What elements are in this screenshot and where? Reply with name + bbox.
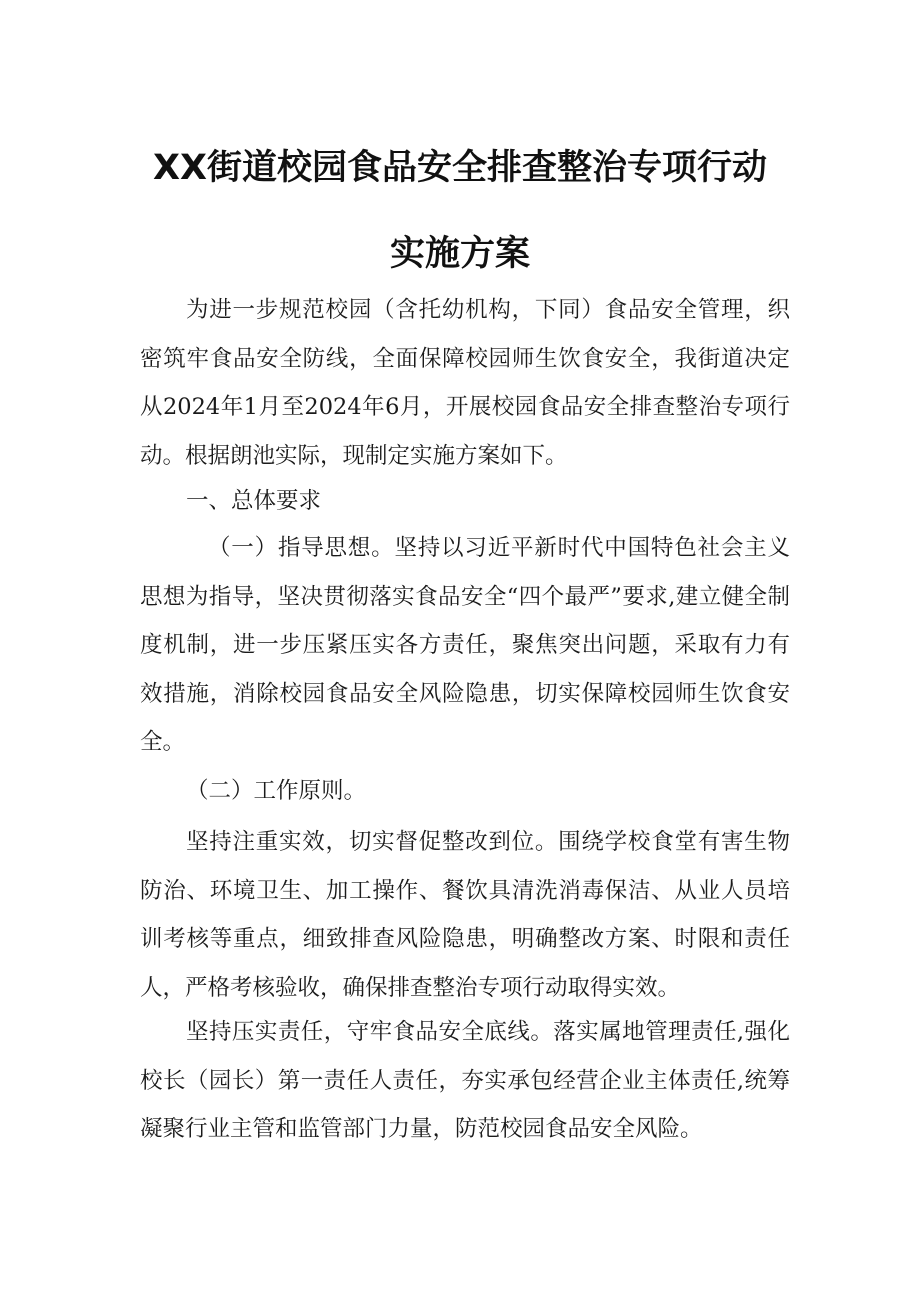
subsection-heading-work-principles: （二）工作原则。 (186, 778, 367, 804)
principle-paragraph-1: 坚持注重实效，切实督促整改到位。围绕学校食堂有害生物防治、环境卫生、加工操作、餐饮具清洗消毒保洁、从业人员培训考核等重点，细致排查风险隐患，明确整改方案、时限和责任人，严格考核验收，确保排查整治专项行动取得实效。 (140, 829, 790, 1001)
principle-paragraph-2: 坚持压实责任，守牢食品安全底线。落实属地管理责任,强化校长（园长）第一责任人责任，夯实承包经营企业主体责任,统筹凝聚行业主管和监管部门力量，防范校园食品安全风险。 (140, 1019, 790, 1142)
document-title-line-1: XX街道校园食品安全排查整治专项行动 (153, 148, 767, 188)
guiding-thought-paragraph: （一）指导思想。坚持以习近平新时代中国特色社会主义思想为指导，坚决贯彻落实食品安全“四个最严”要求,建立健全制度机制，进一步压紧压实各方责任，聚焦突出问题，采取有力有效措施，消除校园食品安全风险隐患，切实保障校园师生饮食安全。 (140, 535, 790, 755)
document-title-line-2: 实施方案 (389, 234, 530, 274)
intro-paragraph: 为进一步规范校园（含托幼机构，下同）食品安全管理，织密筑牢食品安全防线，全面保障校园师生饮食安全，我街道决定从2024年1月至2024年6月，开展校园食品安全排查整治专项行动。根据朗池实际，现制定实施方案如下。 (140, 297, 790, 469)
section-heading-general-requirements: 一、总体要求 (186, 488, 322, 514)
